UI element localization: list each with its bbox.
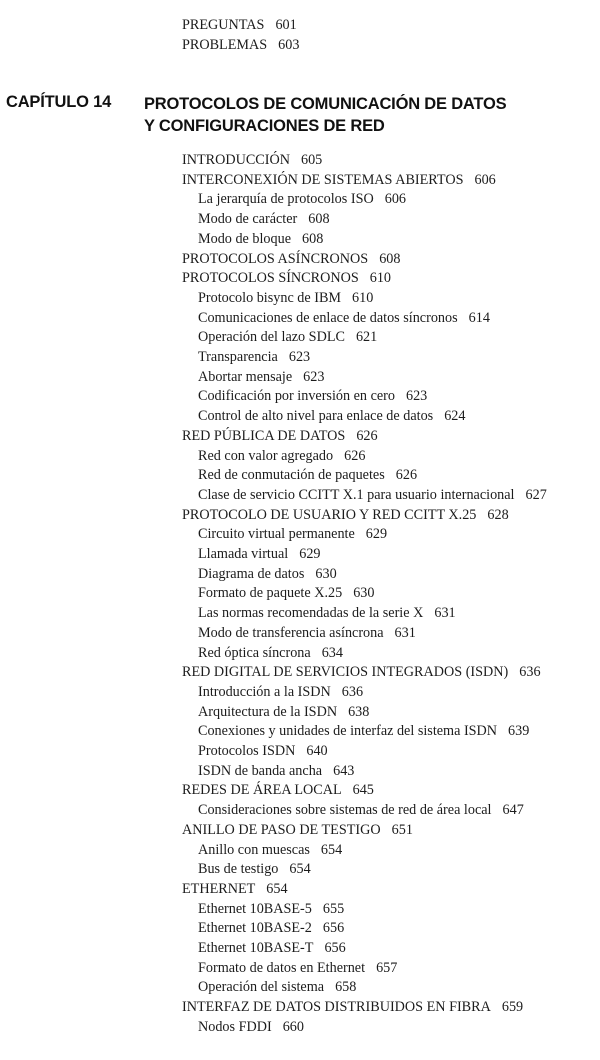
toc-entry-title: Modo de transferencia asíncrona — [198, 624, 384, 641]
toc-entry-page-number: 606 — [384, 191, 406, 208]
toc-entry — [198, 624, 416, 642]
toc-entry — [198, 387, 427, 405]
toc-entry-page-number: 638 — [348, 703, 370, 720]
toc-entry-page-number: 621 — [355, 329, 378, 346]
toc-entry-title: Formato de paquete X.25 — [198, 585, 343, 602]
toc-entry-title: Formato de datos en Ethernet — [198, 959, 366, 976]
toc-entry-title: Circuito virtual permanente — [198, 526, 355, 543]
toc-entry-title: Protocolo bisync de IBM — [198, 289, 342, 306]
toc-entry-title: Llamada virtual — [198, 546, 289, 562]
toc-entry — [182, 821, 413, 839]
toc-entry-title: Protocolos ISDN — [198, 743, 296, 759]
toc-entry-page-number: 610 — [369, 270, 392, 287]
toc-entry-title: REDES DE ÁREA LOCAL — [182, 782, 342, 799]
toc-entry-title: La jerarquía de protocolos ISO — [198, 191, 374, 208]
toc-entry-title: Operación del lazo SDLC — [198, 329, 345, 346]
toc-entry-page-number: 656 — [322, 920, 345, 937]
toc-entry — [198, 466, 417, 484]
toc-entry-title: Red con valor agregado — [198, 447, 334, 464]
toc-entry — [198, 900, 344, 918]
toc-entry-title: INTERFAZ DE DATOS DISTRIBUIDOS EN FIBRA — [182, 999, 491, 1016]
toc-entry-title: RED DIGITAL DE SERVICIOS INTEGRADOS (ISDN) — [182, 664, 509, 681]
toc-entry — [198, 348, 310, 366]
toc-entry-page-number: 658 — [335, 979, 357, 996]
toc-entry-page-number: 631 — [394, 624, 416, 641]
toc-entry — [198, 939, 346, 957]
toc-entry — [198, 190, 406, 208]
toc-entry — [182, 506, 509, 524]
toc-entry-page-number: 645 — [352, 782, 374, 799]
toc-entry-page-number: 651 — [391, 821, 413, 838]
toc-entry-page-number: 608 — [379, 250, 401, 267]
toc-entry — [182, 151, 322, 169]
toc-entry-page-number: 623 — [405, 388, 428, 405]
toc-entry — [198, 210, 330, 228]
toc-entry-title: Red de conmutación de paquetes — [198, 467, 385, 484]
toc-entry — [182, 36, 299, 54]
toc-entry-title: Conexiones y unidades de interfaz del sistema ISDN — [198, 723, 498, 740]
toc-entry — [198, 644, 343, 662]
toc-entry-title: ISDN de banda ancha — [198, 762, 323, 779]
toc-entry-page-number: 623 — [288, 349, 311, 365]
toc-entry — [198, 309, 490, 327]
toc-entry-page-number: 639 — [508, 723, 530, 740]
toc-entry-page-number: 626 — [395, 467, 418, 484]
toc-entry — [182, 250, 400, 268]
toc-entry — [198, 584, 374, 602]
toc-entry-title: Arquitectura de la ISDN — [198, 703, 338, 720]
toc-entry-title: PROBLEMAS — [182, 36, 268, 53]
toc-entry-title: Control de alto nivel para enlace de datos — [198, 408, 434, 425]
toc-entry — [198, 762, 354, 780]
toc-entry-title: PREGUNTAS — [182, 17, 265, 33]
toc-entry — [198, 703, 369, 721]
toc-entry — [198, 722, 529, 740]
toc-entry-page-number: 630 — [315, 565, 337, 582]
toc-entry — [198, 978, 356, 996]
toc-entry-title: Ethernet 10BASE-2 — [198, 920, 312, 937]
toc-entry-title: Operación del sistema — [198, 979, 325, 996]
toc-entry-page-number: 608 — [308, 211, 330, 228]
toc-entry-page-number: 626 — [344, 447, 366, 464]
toc-entry — [198, 919, 344, 937]
toc-entry-title: PROTOCOLOS SÍNCRONOS — [182, 270, 359, 287]
toc-entry-page-number: 636 — [519, 664, 541, 681]
toc-entry-title: Modo de carácter — [198, 211, 298, 228]
toc-entry-title: Abortar mensaje — [198, 368, 293, 385]
toc-entry-page-number: 654 — [289, 861, 311, 878]
toc-entry-title: Clase de servicio CCITT X.1 para usuario internacional — [198, 486, 515, 503]
toc-entry — [182, 880, 288, 898]
toc-entry — [182, 269, 391, 287]
toc-entry — [198, 486, 547, 504]
toc-entry — [198, 230, 323, 248]
toc-entry — [182, 663, 541, 681]
toc-entry-title: Diagrama de datos — [198, 565, 305, 582]
toc-entry-page-number: 627 — [525, 486, 547, 503]
toc-entry-title: Ethernet 10BASE-5 — [198, 900, 312, 917]
toc-entry-page-number: 647 — [502, 802, 524, 819]
toc-entry-page-number: 630 — [353, 585, 375, 602]
toc-entry-title: Modo de bloque — [198, 230, 291, 247]
toc-entry-page-number: 608 — [302, 230, 324, 247]
toc-entry-page-number: 601 — [275, 17, 297, 33]
toc-entry — [198, 604, 456, 622]
toc-entry-title: Las normas recomendadas de la serie X — [198, 605, 424, 622]
toc-entry-page-number: 614 — [468, 309, 490, 326]
toc-entry-page-number: 606 — [474, 171, 496, 188]
toc-entry-page-number: 629 — [365, 526, 388, 543]
toc-entry-page-number: 624 — [444, 408, 466, 425]
toc-entry-page-number: 631 — [434, 605, 456, 622]
toc-entry — [198, 683, 363, 701]
toc-entry-page-number: 629 — [299, 546, 321, 562]
toc-entry-title: Comunicaciones de enlace de datos síncronos — [198, 309, 458, 326]
toc-entry — [182, 427, 378, 445]
toc-entry-title: Consideraciones sobre sistemas de red de área local — [198, 802, 492, 819]
chapter-title-line-1: PROTOCOLOS DE COMUNICACIÓN DE DATOS — [144, 95, 507, 113]
toc-entry-page-number: 654 — [320, 841, 343, 858]
toc-entry-page-number: 634 — [321, 644, 343, 661]
toc-entry-page-number: 610 — [352, 289, 374, 306]
toc-entry-page-number: 605 — [300, 152, 323, 168]
toc-entry — [198, 959, 397, 977]
toc-entry-page-number: 603 — [278, 36, 300, 53]
toc-entry-title: Ethernet 10BASE-T — [198, 940, 314, 956]
toc-entry — [198, 525, 387, 543]
toc-entry-title: Anillo con muescas — [198, 841, 310, 858]
toc-entry-page-number: 636 — [341, 683, 364, 700]
toc-entry-title: INTERCONEXIÓN DE SISTEMAS ABIERTOS — [182, 171, 464, 188]
toc-entry-title: Bus de testigo — [198, 861, 279, 878]
toc-entry — [182, 781, 374, 799]
toc-entry-title: Introducción a la ISDN — [198, 683, 331, 700]
chapter-title-line-2: Y CONFIGURACIONES DE RED — [144, 117, 385, 135]
toc-entry — [198, 328, 377, 346]
toc-entry-title: Nodos FDDI — [198, 1018, 272, 1035]
toc-entry-title: RED PÚBLICA DE DATOS — [182, 427, 346, 444]
toc-entry-title: Codificación por inversión en cero — [198, 388, 395, 405]
toc-entry-page-number: 654 — [266, 880, 288, 897]
toc-entry-page-number: 657 — [376, 959, 398, 976]
toc-entry-page-number: 626 — [356, 427, 378, 444]
toc-entry-title: ETHERNET — [182, 880, 256, 897]
toc-entry — [198, 368, 324, 386]
toc-entry — [198, 545, 321, 563]
toc-entry — [198, 1018, 304, 1036]
toc-entry-title: INTRODUCCIÓN — [182, 152, 290, 168]
toc-entry-title: PROTOCOLOS ASÍNCRONOS — [182, 250, 369, 267]
toc-entry — [198, 447, 365, 465]
toc-entry-title: PROTOCOLO DE USUARIO Y RED CCITT X.25 — [182, 506, 477, 523]
toc-entry — [182, 16, 297, 34]
toc-entry-page-number: 643 — [333, 762, 355, 779]
toc-entry-title: ANILLO DE PASO DE TESTIGO — [182, 821, 381, 838]
toc-entry — [198, 841, 342, 859]
toc-entry-title: Red óptica síncrona — [198, 644, 311, 661]
toc-entry-page-number: 655 — [322, 900, 345, 917]
toc-entry — [198, 289, 373, 307]
toc-entry-page-number: 659 — [501, 999, 524, 1016]
toc-entry — [182, 998, 523, 1016]
toc-entry — [198, 860, 311, 878]
toc-entry-page-number: 628 — [487, 506, 509, 523]
chapter-label: CAPÍTULO 14 — [6, 93, 112, 111]
toc-entry — [198, 801, 524, 819]
toc-entry — [182, 171, 496, 189]
toc-entry-title: Transparencia — [198, 349, 278, 365]
toc-entry-page-number: 660 — [282, 1018, 304, 1035]
toc-entry-page-number: 640 — [306, 743, 328, 759]
toc-entry-page-number: 656 — [324, 940, 346, 956]
toc-entry — [198, 742, 328, 760]
toc-entry-page-number: 623 — [303, 368, 325, 385]
toc-entry — [198, 565, 337, 583]
toc-entry — [198, 407, 465, 425]
